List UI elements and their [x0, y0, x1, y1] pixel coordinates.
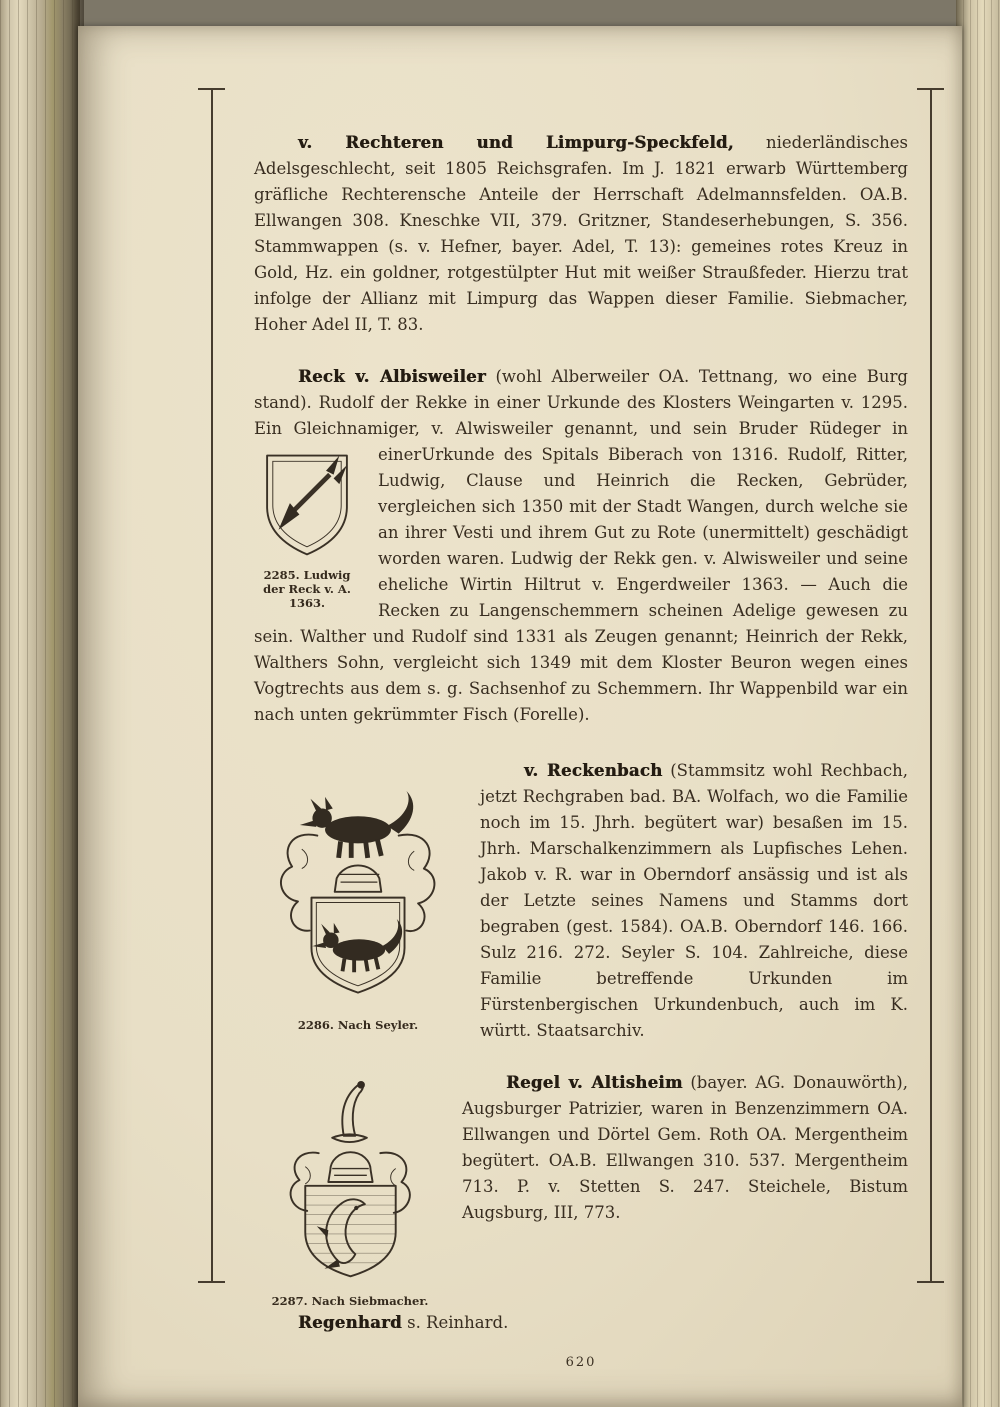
entry-regel-heading: Regel v. Altisheim [506, 1073, 683, 1092]
entry-reck-heading: Reck v. Albisweiler [298, 367, 486, 386]
frame-rule-right [930, 88, 932, 1283]
entry-regel-body: (bayer. AG. Donauwörth), Augsburger Patrizier, waren in Benzenzimmern OA. Ellwangen und Dörtel Gem. Roth OA. Mergentheim begütert. OA.B. Ellwangen 310. 537. Mergentheim 713. P. v. Stetten S. 247. Steichele, Bistum Augsburg, III, 773. [462, 1073, 908, 1222]
frame-tick-bottom-right [917, 1281, 944, 1283]
frame-tick-bottom-left [198, 1281, 225, 1283]
entry-regenhard-heading: Regenhard [298, 1313, 402, 1332]
figure-reckenbach-arms [254, 760, 462, 1032]
entry-regenhard [254, 1310, 908, 1336]
entry-regel [254, 1070, 908, 1308]
regel-coat-of-arms-illustration [261, 1076, 439, 1288]
book-page [78, 26, 962, 1407]
reckenbach-coat-of-arms-illustration [260, 760, 456, 1012]
frame-tick-top-left [198, 88, 225, 90]
entry-reck [254, 364, 908, 728]
entry-reckenbach-heading: v. Reckenbach [524, 761, 663, 780]
figure-regel-arms [254, 1076, 446, 1308]
book-left-page-edges [0, 0, 80, 1407]
figure-reckenbach-caption: 2286. Nach Seyler. [297, 1018, 419, 1032]
frame-tick-top-right [917, 88, 944, 90]
entry-rechteren [254, 130, 908, 338]
entry-reckenbach [254, 758, 908, 1044]
frame-rule-left [211, 88, 213, 1283]
figure-reck-arms [254, 448, 360, 610]
book-right-page-edges [956, 0, 1000, 1407]
entry-rechteren-body: niederländisches Adelsgeschlecht, seit 1805 Reichsgrafen. Im J. 1821 erwarb Württemberg gräfliche Rechterensche Anteile der Herrschaft Adelmannsfelden. OA.B. Ellwangen 308. Kneschke VII, 379. Gritzner, Standeserhebungen, S. 356. Stammwappen (s. v. Hefner, bayer. Adel, T. 13): gemeines rotes Kreuz in Gold, Hz. ein goldner, rotgestülpter Hut mit weißer Straußfeder. Hierzu trat infolge der Allianz mit Limpurg das Wappen dieser Familie. Siebmacher, Hoher Adel II, T. 83. [254, 133, 908, 334]
entry-reck-rest: Urkunde des Spitals Biberach von 1316. Rudolf, Ritter, Ludwig, Clause und Heinrich die Recken, Gebrüder, vergleichen sich 1350 mit der Stadt Wangen, durch welche sie an ihrer Vesti und ihrem Gut zu Rote (unermittelt) geschädigt worden waren. Ludwig der Rekk gen. v. Alwisweiler und seine eheliche Wirtin Hiltrut v. Engerdweiler 1363. — Auch die Recken zu Langenschemmern scheinen Adelige gewesen zu sein. Walther und Rudolf sind 1331 als Zeugen genannt; Heinrich der Rekk, Walthers Sohn, vergleicht sich 1349 mit dem Kloster Beuron wegen eines Vogtrechts aus dem s. g. Sachsenhof zu Schemmern. Ihr Wappenbild war ein nach unten gekrümmter Fisch (Forelle). [254, 445, 908, 724]
entry-regenhard-body: s. Reinhard. [401, 1313, 509, 1332]
entry-reck-intro: (wohl Alberweiler OA. Tettnang, wo eine Burg stand). Rudolf der Rekke in einer Urkunde des Klosters Weingarten v. 1295. Ein Gleichnamiger, v. Alwisweiler genannt, und sein Bruder Rüdeger in einer [254, 367, 908, 464]
reck-coat-of-arms-illustration [259, 448, 355, 562]
entry-reckenbach-body: (Stammsitz wohl Rechbach, jetzt Rechgraben bad. BA. Wolfach, wo die Familie noch im 15. Jhrh. begütert war) besaßen im 15. Jhrh. Marschalkenzimmern als Lupfisches Lehen. Jakob v. R. war in Oberndorf ansässig und ist als der Letzte seines Namens und Stamms dort begraben (gest. 1584). OA.B. Oberndorf 146. 166. Sulz 216. 272. Seyler S. 104. Zahlreiche, diese Familie betreffende Urkunden im Fürstenbergischen Urkundenbuch, auch im K. württ. Staatsarchiv. [480, 761, 908, 1040]
entry-rechteren-heading: v. Rechteren und Limpurg-Speckfeld, [298, 133, 734, 152]
text-block [254, 120, 908, 1376]
figure-reck-caption: 2285. Ludwig der Reck v. A. 1363. [263, 568, 351, 610]
figure-regel-caption: 2287. Nach Siebmacher. [271, 1294, 429, 1308]
page-number: 620 [565, 1355, 597, 1370]
